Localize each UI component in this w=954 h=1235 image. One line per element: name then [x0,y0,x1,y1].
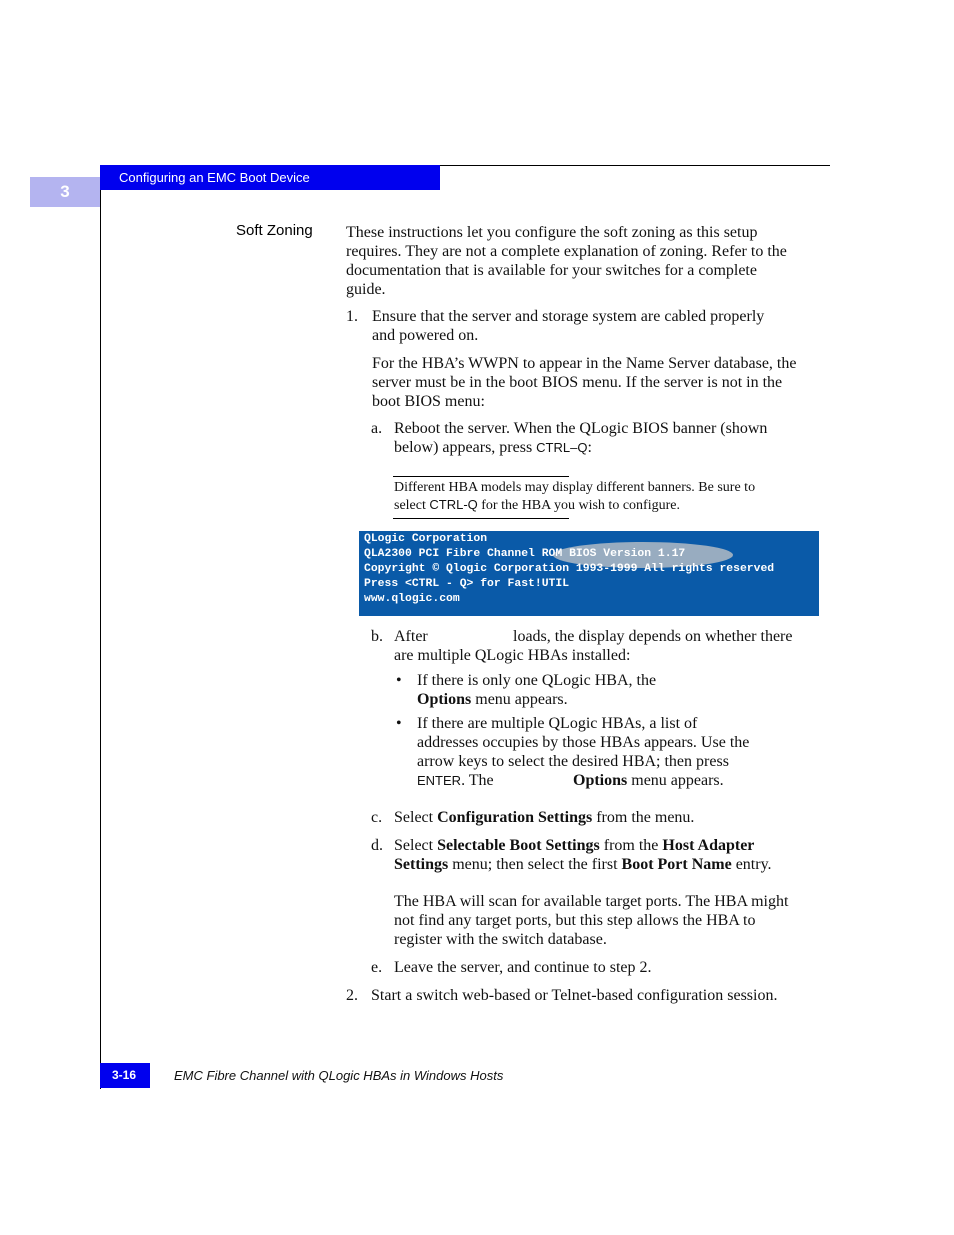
chapter-tab: 3 [30,177,100,207]
substep-letter: e. [371,959,383,976]
banner-line: www.qlogic.com [364,593,460,605]
keystroke: ENTER [417,773,462,788]
banner-line: QLogic Corporation [364,533,488,545]
substep-e-text: Leave the server, and continue to step 2. [394,959,652,976]
intro-paragraph: These instructions let you configure the soft zoning as this setup requires. They are not a complete explanation of zoning. Refer to the documentation that is available for your switches for a complete guide. [346,224,787,298]
bullet-2-text: If there are multiple QLogic HBAs, a list of addresses occupies by those HBAs appears. Use the arrow keys to select the desired HBA; then press ENTER. The Options menu appears. [417,715,750,789]
substep-letter: b. [371,628,383,645]
substep-letter: d. [371,837,383,854]
banner-line: Press <CTRL - Q> for Fast!UTIL [364,578,570,590]
note: Different HBA models may display different banners. Be sure to select CTRL-Q for the HBA you wish to configure. [394,480,756,513]
running-header: Configuring an EMC Boot Device [100,165,440,190]
substep-letter: a. [371,420,383,437]
section-heading: Soft Zoning [236,222,313,239]
note-top-rule [393,476,569,477]
step-number: 2. [346,987,358,1004]
keystroke: CTRL–Q [536,440,588,455]
substep-b-line1-start: After [394,628,428,645]
step-2-text: Start a switch web-based or Telnet-based configuration session. [371,987,778,1004]
margin-rule [100,165,101,1089]
substep-a-text: Reboot the server. When the QLogic BIOS banner (shown below) appears, press CTRL–Q: [394,420,768,456]
substep-d-text: Select Selectable Boot Settings from the Host Adapter Settings menu; then select the first Boot Port Name entry. [394,837,772,873]
keystroke: CTRL-Q [429,497,478,512]
substep-b-line2: are multiple QLogic HBAs installed: [394,647,631,664]
substep-d-paragraph: The HBA will scan for available target ports. The HBA might not find any target ports, but this step allows the HBA to register with the switch database. [394,893,789,948]
bios-banner [359,531,819,616]
step-number: 1. [346,308,358,325]
substep-b-line1-end: loads, the display depends on whether there [513,628,793,645]
bullet-icon: • [396,672,402,689]
running-footer: EMC Fibre Channel with QLogic HBAs in Windows Hosts [174,1068,504,1083]
step-1-paragraph: For the HBA’s WWPN to appear in the Name Server database, the server must be in the boot BIOS menu. If the server is not in the boot BIOS menu: [372,355,797,410]
page-number: 3-16 [100,1063,150,1088]
bullet-1-text: If there is only one QLogic HBA, the Options menu appears. [417,672,657,708]
banner-line: Copyright © Qlogic Corporation 1993-1999 All rights reserved [364,563,775,575]
bullet-icon: • [396,715,402,732]
note-bottom-rule [393,518,569,519]
substep-c-text: Select Configuration Settings from the menu. [394,809,695,826]
step-1-text: Ensure that the server and storage system are cabled properly and powered on. [372,308,765,344]
banner-line: QLA2300 PCI Fibre Channel ROM BIOS Version 1.17 [364,548,686,560]
substep-letter: c. [371,809,383,826]
